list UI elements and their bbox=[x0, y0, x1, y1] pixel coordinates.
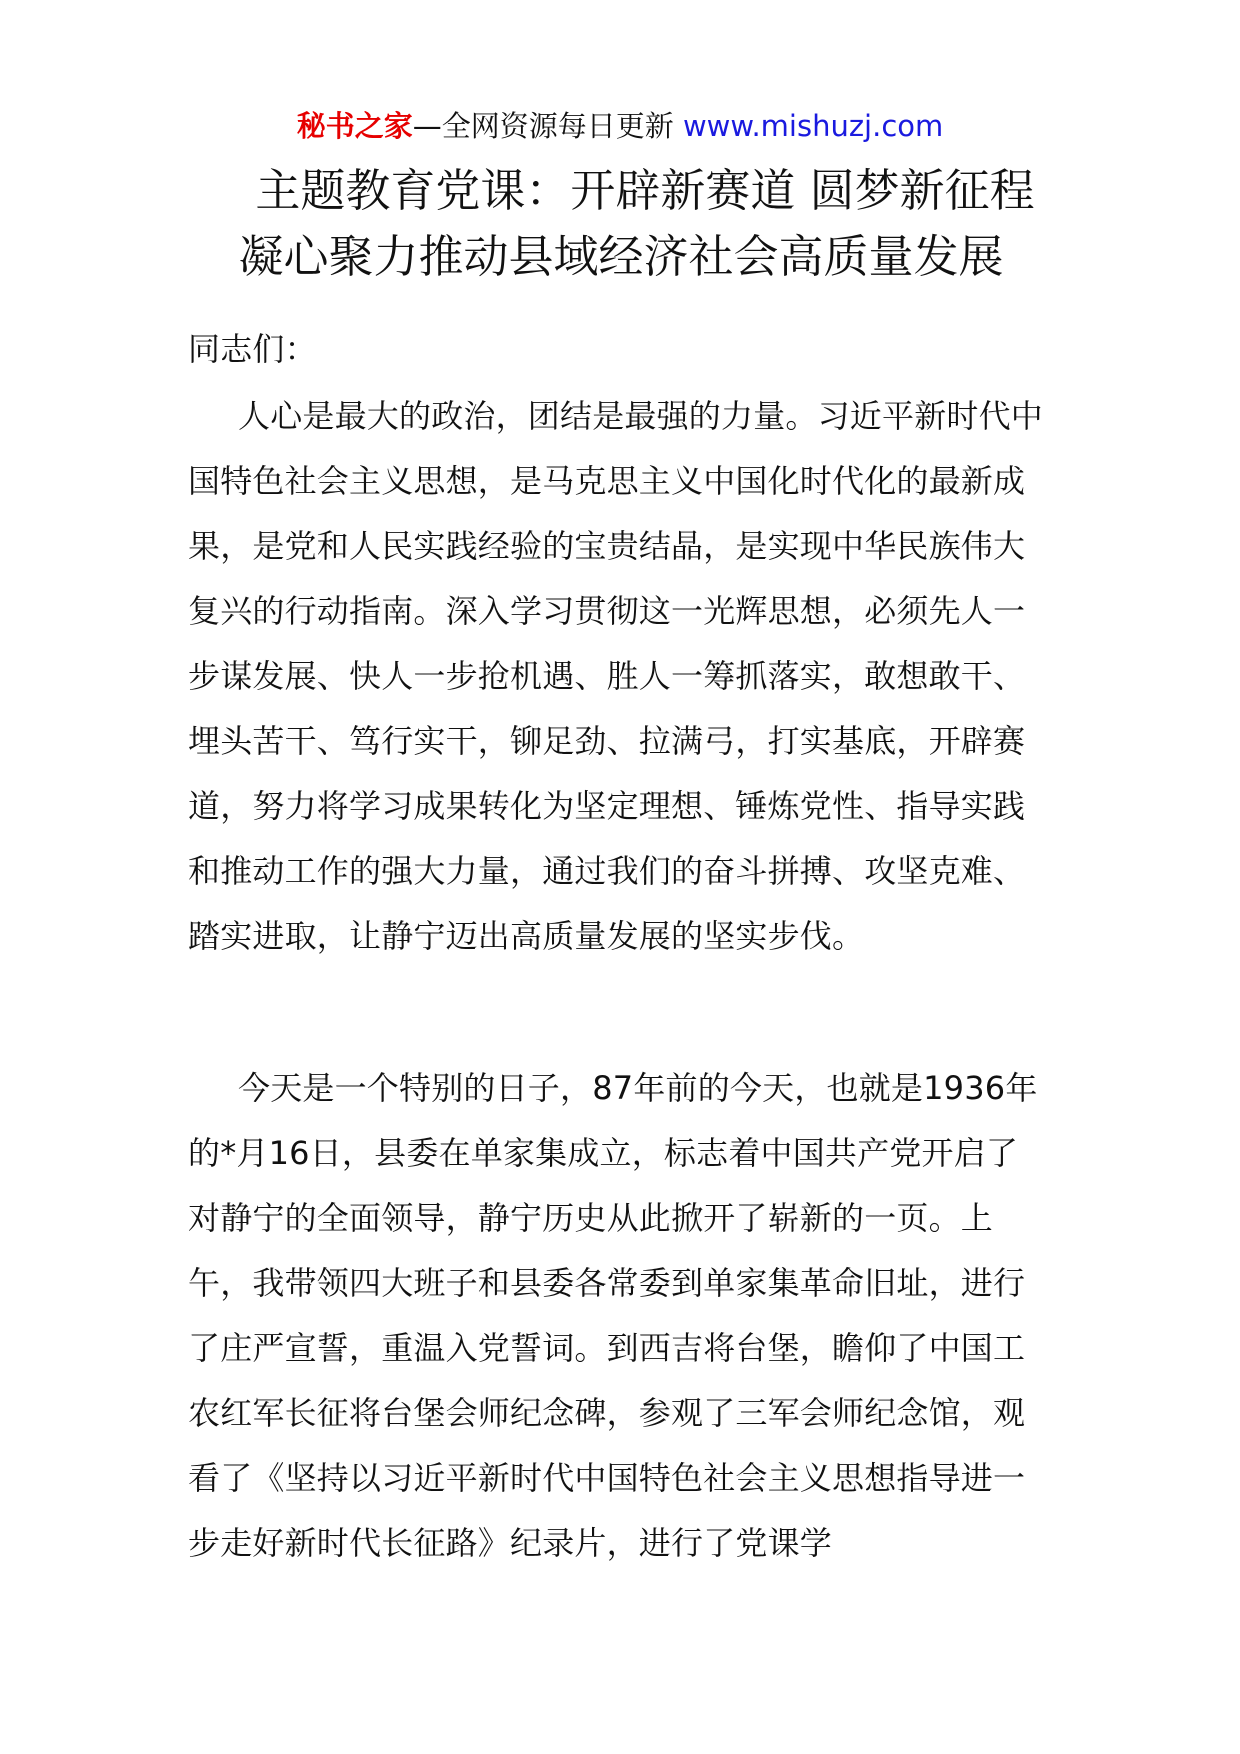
site-header bbox=[0, 104, 1240, 148]
body-paragraph bbox=[188, 384, 1050, 969]
salutation: 同志们： bbox=[188, 330, 317, 368]
site-url-link[interactable]: www.mishuzj.com bbox=[673, 109, 944, 143]
site-tagline: —全网资源每日更新 bbox=[412, 109, 674, 143]
paragraph-text: 今天是一个特别的日子，87年前的今天，也就是1936年的*月16日，县委在单家集成立，标志着中国共产党开启了对静宁的全面领导，静宁历史从此掀开了崭新的一页。上午，我带领四大班子和县委各常委到单家集革命旧址，进行了庄严宣誓，重温入党誓词。到西吉将台堡，瞻仰了中国工农红军长征将台堡会师纪念碑，参观了三军会师纪念馆，观看了《坚持以习近平新时代中国特色社会主义思想指导进一步走好新时代长征路》纪录片，进行了党课学 bbox=[188, 1069, 1038, 1562]
site-brand: 秘书之家 bbox=[296, 109, 413, 143]
paragraph-text: 人心是最大的政治，团结是最强的力量。习近平新时代中国特色社会主义思想，是马克思主义中国化时代化的最新成果，是党和人民实践经验的宝贵结晶，是实现中华民族伟大复兴的行动指南。深入学习贯彻这一光辉思想，必须先人一步谋发展、快人一步抢机遇、胜人一筹抓落实，敢想敢干、埋头苦干、笃行实干，铆足劲、拉满弓，打实基底，开辟赛道，努力将学习成果转化为坚定理想、锤炼党性、指导实践和推动工作的强大力量，通过我们的奋斗拼搏、攻坚克难、踏实进取，让静宁迈出高质量发展的坚实步伐。 bbox=[188, 397, 1044, 955]
document-title-line-2: 凝心聚力推动县域经济社会高质量发展 bbox=[238, 230, 1004, 283]
body-paragraph bbox=[188, 1056, 1050, 1576]
document-title-line-1: 主题教育党课：开辟新赛道 圆梦新征程 bbox=[255, 164, 1035, 217]
